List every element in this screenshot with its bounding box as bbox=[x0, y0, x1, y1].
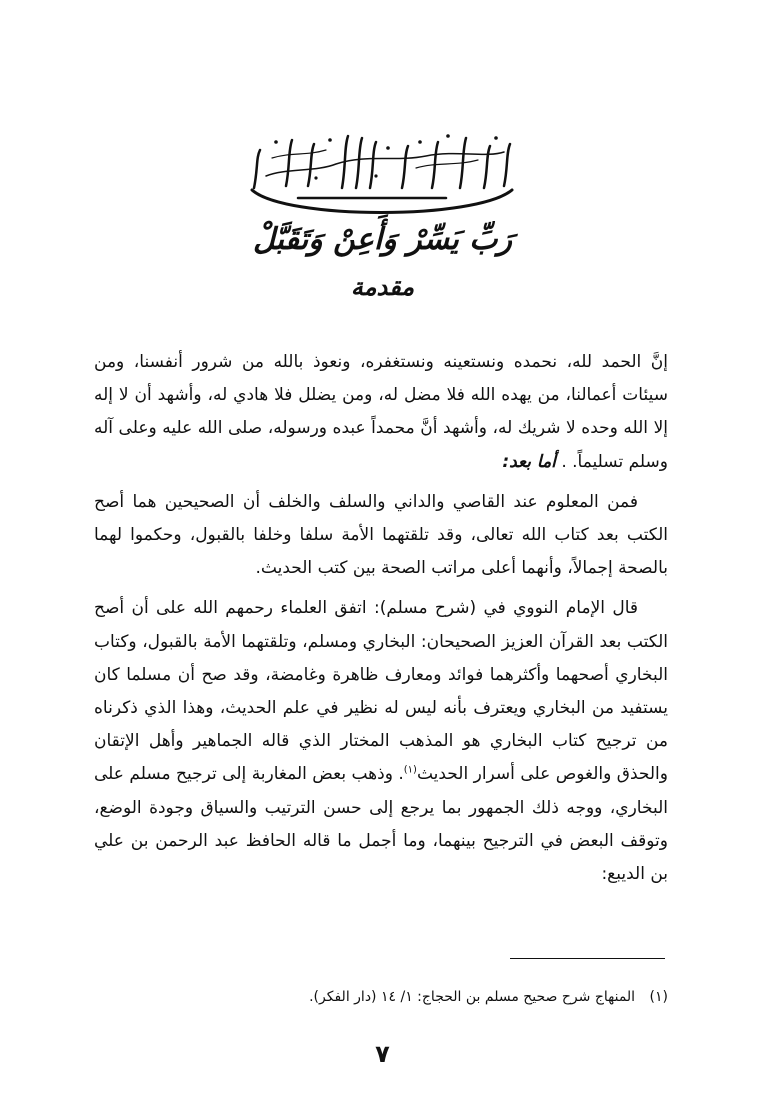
dua-line: رَبِّ يَسِّرْ وَأَعِنْ وَتَقَبَّلْ bbox=[252, 222, 513, 257]
basmala-calligraphy-icon bbox=[246, 128, 518, 216]
footnote-text: المنهاج شرح صحيح مسلم بن الحجاج: ١/ ١٤ (دار الفكر). bbox=[309, 989, 636, 1005]
paragraph-3-text-end: . وذهب بعض المغاربة إلى ترجيح مسلم على البخاري، ووجه ذلك الجمهور بما يرجع إلى حسن الترتيب والسياق وجودة الوضع، وتوقف البعض في الترجيح بينهما، وما أجمل ما قاله الحافظ عبد الرحمن بن علي بن الديبع: bbox=[94, 764, 668, 885]
paragraph-1 bbox=[94, 346, 668, 479]
paragraph-1-text: إنَّ الحمد لله، نحمده ونستعينه ونستغفره، ونعوذ بالله من شرور أنفسنا، ومن سيئات أعمالنا، من يهده الله فلا مضل له، ومن يضلل فلا هادي له، وأشهد أن لا إله إلا الله وحده لا شريك له، وأشهد أنَّ محمداً عبده ورسوله، صلى الله عليه وعلى آله وسلم تسليماً. . bbox=[94, 352, 668, 472]
footnote-separator bbox=[510, 958, 665, 959]
paragraph-3 bbox=[94, 592, 668, 891]
footnote-reference[interactable]: (١) bbox=[403, 764, 417, 776]
basmala-calligraphy bbox=[246, 128, 518, 216]
main-text bbox=[94, 346, 668, 891]
footnote-number: (١) bbox=[649, 989, 668, 1005]
page-number: ٧ bbox=[375, 1040, 390, 1068]
amma-bad: أما بعد: bbox=[502, 451, 556, 472]
paragraph-3-text-start: قال الإمام النووي في (شرح مسلم): اتفق العلماء رحمهم الله على أن أصح الكتب بعد القرآن العزيز الصحيحان: البخاري ومسلم، وتلقتهما الأمة بالقبول، وكتاب البخاري أصحهما وأكثرهما فوائد ومعارف ظاهرة وغامضة، وقد صح أن مسلما كان يستفيد من البخاري ويعترف بأنه ليس له نظير في علم الحديث، وهذا الذي ذكرناه من ترجيح كتاب البخاري هو المذهب المختار الذي قاله الجماهير وأهل الإتقان والحذق والغوص على أسرار الحديث bbox=[94, 598, 668, 785]
footnote bbox=[94, 985, 668, 1009]
paragraph-2: فمن المعلوم عند القاصي والداني والسلف والخلف أن الصحيحين هما أصح الكتب بعد كتاب الله تعالى، وقد تلقتهما الأمة سلفا وخلفا بالقبول، وحكموا لهما بالصحة إجمالاً، وأنهما أعلى مراتب الصحة بين كتب الحديث. bbox=[94, 491, 668, 579]
section-heading: مقدمة bbox=[350, 272, 415, 301]
